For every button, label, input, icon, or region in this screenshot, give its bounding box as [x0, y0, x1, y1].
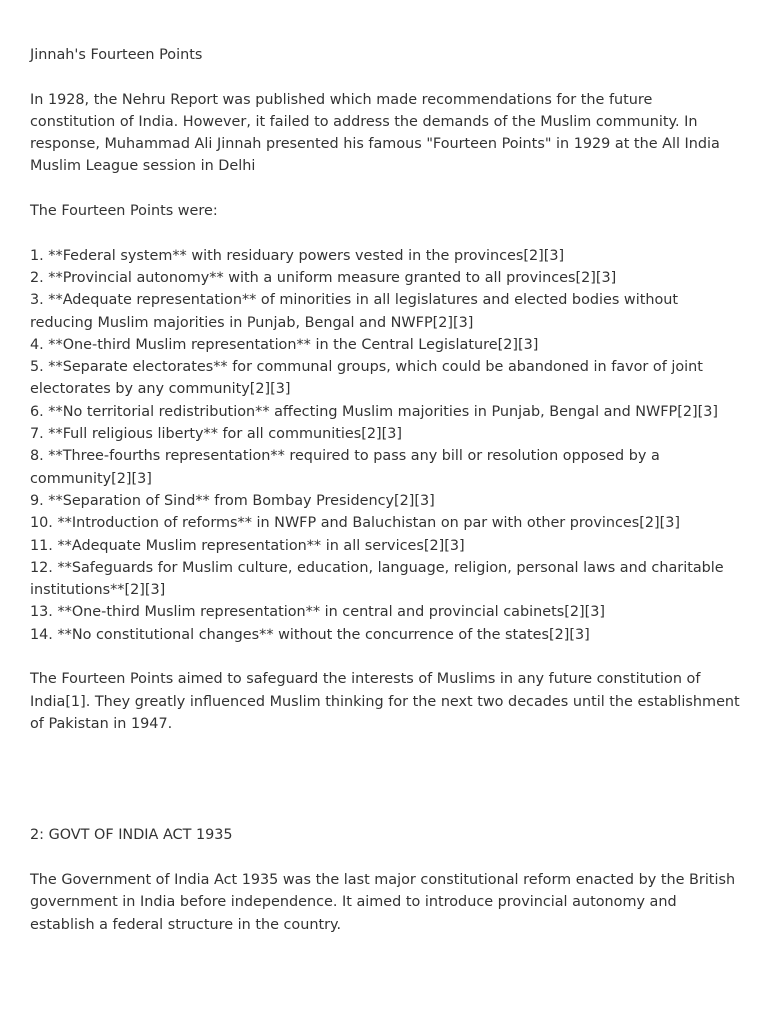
list-item: 10. **Introduction of reforms** in NWFP and Baluchistan on par with other provinces[2][3]	[30, 515, 681, 532]
list-item: 7. **Full religious liberty** for all communities[2][3]	[30, 426, 402, 443]
list-item: 3. **Adequate representation** of minorities in all legislatures and elected bodies without reducing Muslim majorities in Punjab, Bengal and NWFP[2][3]	[30, 292, 679, 331]
list-item: 6. **No territorial redistribution** affecting Muslim majorities in Punjab, Bengal and NWFP[2][3]	[30, 403, 719, 420]
list-item: 12. **Safeguards for Muslim culture, education, language, religion, personal laws and charitable institutions**[2][3]	[30, 559, 724, 599]
list-item: 1. **Federal system** with residuary powers vested in the provinces[2][3]	[30, 247, 565, 264]
intro-paragraph: In 1928, the Nehru Report was published which made recommendations for the future constitution of India. However, it failed to address the demands of the Muslim community. In response, Muhammad Ali Jinnah presented his famous "Fourteen Points" in 1929 at the All India Muslim League session in Delhi	[30, 91, 720, 175]
list-item: 14. **No constitutional changes** without the concurrence of the states[2][3]	[30, 626, 590, 643]
list-item: 9. **Separation of Sind** from Bombay Presidency[2][3]	[30, 492, 435, 509]
section-title-fourteen-points: Jinnah's Fourteen Points	[30, 47, 203, 63]
fourteen-points-list	[30, 245, 742, 646]
list-item: 5. **Separate electorates** for communal groups, which could be abandoned in favor of joint electorates by any community[2][3]	[30, 359, 703, 398]
section-title-govt-of-india-act: 2: GOVT OF INDIA ACT 1935	[30, 827, 233, 844]
conclusion-paragraph: The Fourteen Points aimed to safeguard the interests of Muslims in any future constitution of India[1]. They greatly influenced Muslim thinking for the next two decades until the establishment of Pakistan in 1947.	[30, 671, 740, 732]
list-item: 11. **Adequate Muslim representation** in all services[2][3]	[30, 537, 465, 554]
list-item: 2. **Provincial autonomy** with a uniform measure granted to all provinces[2][3]	[30, 269, 617, 286]
act-intro-paragraph: The Government of India Act 1935 was the last major constitutional reform enacted by the British government in India before independence. It aimed to introduce provincial autonomy and establish a federal structure in the country.	[30, 871, 736, 933]
section-spacer	[30, 758, 742, 825]
list-heading: The Fourteen Points were:	[30, 203, 218, 220]
list-item: 4. **One-third Muslim representation** in the Central Legislature[2][3]	[30, 336, 539, 353]
document-page	[30, 44, 742, 958]
list-item: 13. **One-third Muslim representation** in central and provincial cabinets[2][3]	[30, 604, 606, 621]
list-item: 8. **Three-fourths representation** required to pass any bill or resolution opposed by a community[2][3]	[30, 448, 660, 487]
